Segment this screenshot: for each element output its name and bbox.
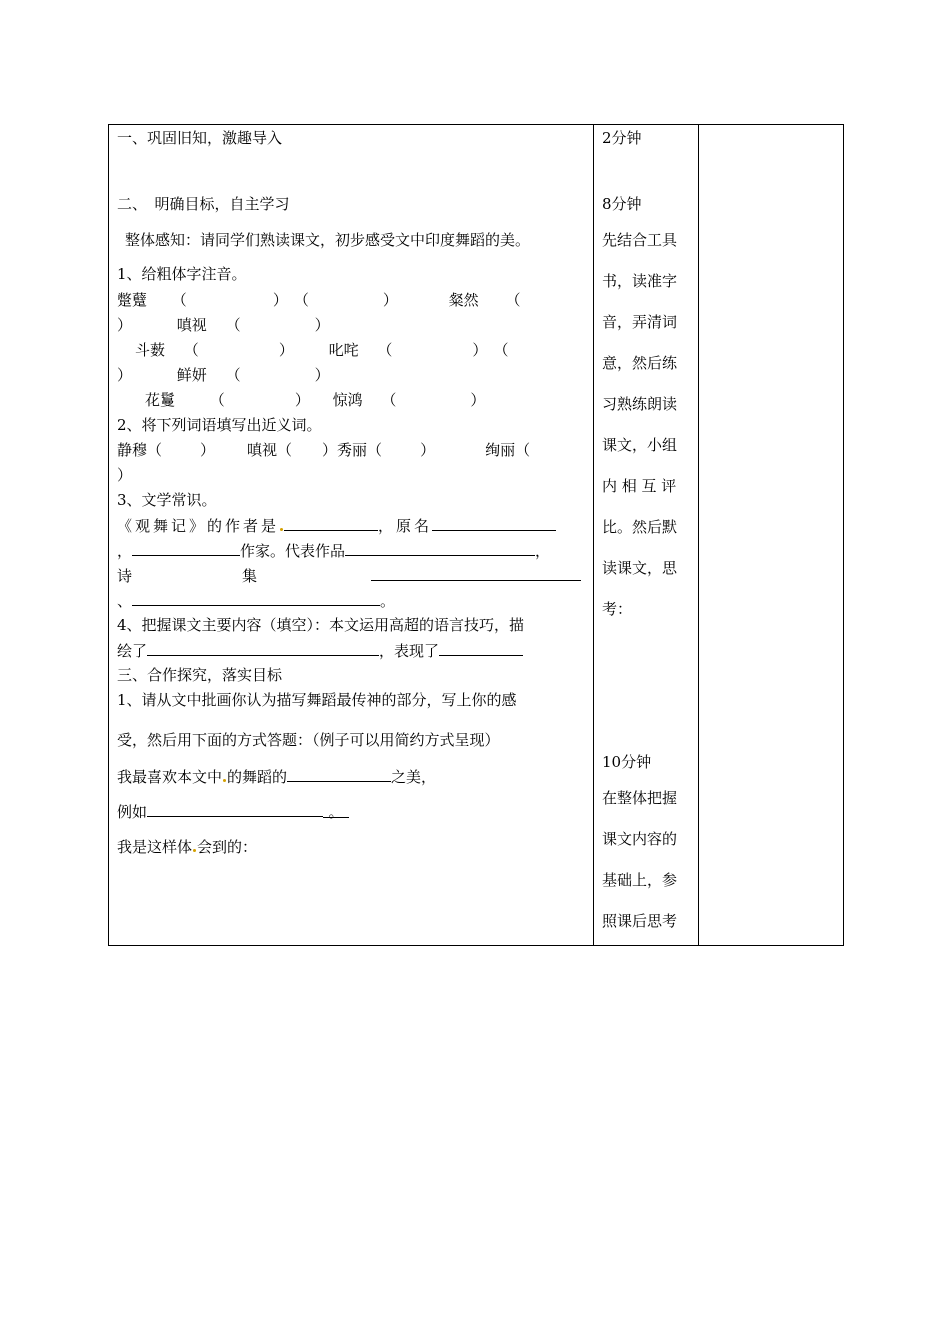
writer-label: 作家。代表作品 <box>240 542 346 560</box>
synonym-chenshi: 嗔视（ <box>247 441 293 459</box>
fav-part-b: 的舞蹈的 <box>227 768 288 786</box>
note-2-line: 先结合工具 <box>602 231 678 249</box>
q4-label-2: ，表现了 <box>379 642 440 660</box>
q4-label-1: 绘了 <box>117 642 148 660</box>
section-1-title: 一、巩固旧知，激趣导入 <box>117 129 283 147</box>
note-2-line: 音，弄清词 <box>602 313 678 331</box>
word-chenshi: 嗔视 <box>176 316 207 334</box>
pinyin-row-4: ） 鲜妍 （ ） <box>117 366 330 384</box>
note-3-line: 课文内容的 <box>602 830 678 848</box>
note-3-line: 照课后思考 <box>602 912 678 930</box>
pinyin-row-5: 花鬘 （ ） 惊鸿 （ ） <box>145 391 486 409</box>
question-3: 3、文学常识。 <box>117 491 217 509</box>
note-2-line: 读课文，思 <box>602 559 678 577</box>
section-3-q1a: 1、请从文中批画你认为描写舞蹈最传神的部分，写上你的感 <box>117 691 517 709</box>
feel-part-a: 我是这样体 <box>117 838 193 856</box>
note-2-line: 课文，小组 <box>602 436 678 454</box>
section-2-title: 二、 明确目标，自主学习 <box>117 195 290 213</box>
fav-part-a: 我最喜欢本文中 <box>117 768 223 786</box>
question-1: 1、给粗体字注音。 <box>117 265 247 283</box>
example-line: 例如 。 <box>117 802 349 821</box>
overview-text: 整体感知：请同学们熟读课文，初步感受文中印度舞蹈的美。 <box>125 231 531 249</box>
note-2-line: 考： <box>602 600 633 618</box>
literature-row-4: 、 。 <box>117 592 396 610</box>
synonym-xuanli: 绚丽（ <box>485 441 531 459</box>
note-2-line: 意，然后练 <box>602 354 678 372</box>
literature-row-3 <box>117 566 581 585</box>
activity-column <box>109 125 594 946</box>
question-2: 2、将下列词语填写出近义词。 <box>117 416 322 434</box>
note-3-line: 在整体把握 <box>602 789 678 807</box>
word-chizha: 叱咤 <box>328 341 359 359</box>
literature-row-1 <box>117 516 556 535</box>
note-2-line: 内 相 互 评 <box>602 477 677 495</box>
section-3-title: 三、合作探究，落实目标 <box>117 666 283 684</box>
word-pinpan: 蹩躠 <box>117 291 148 309</box>
word-dousou: 斗薮 <box>135 341 166 359</box>
pinyin-row-3: 斗薮 （ ） 叱咤 （ ） （ <box>135 341 509 359</box>
empty-column <box>699 125 844 946</box>
word-jinghong: 惊鸿 <box>332 391 363 409</box>
word-canran: 粲然 <box>448 291 479 309</box>
word-xianyan: 鲜妍 <box>176 366 207 384</box>
poetry-label: 诗 <box>117 567 133 585</box>
example-label: 例如 <box>117 803 148 821</box>
feeling-line <box>117 838 257 856</box>
pinyin-row-2: ） 嗔视 （ ） <box>117 316 330 334</box>
note-2-line: 习熟练朗读 <box>602 395 678 413</box>
synonym-jingmu: 静穆（ <box>117 441 163 459</box>
synonym-row: 静穆（ ） 嗔视（ ）秀丽（ ） 绚丽（ <box>117 441 531 459</box>
author-label: 《观舞记》的作者是 <box>117 517 280 535</box>
note-3-line: 基础上，参 <box>602 871 678 889</box>
time-3: 10分钟 <box>602 753 652 771</box>
feel-part-b: 会到的： <box>197 838 258 856</box>
note-2-line: 比。然后默 <box>602 518 678 536</box>
pinyin-row-1: 蹩躠 （ ） （ ） 粲然 （ <box>117 291 521 309</box>
synonym-row-close: ） <box>117 466 133 484</box>
time-1: 2分钟 <box>602 129 642 147</box>
collection-label: 集 <box>242 567 258 585</box>
lesson-plan-table <box>108 124 844 946</box>
time-notes-column <box>594 125 699 946</box>
favorite-line <box>117 767 436 786</box>
original-name-label: ，原名 <box>378 517 433 535</box>
synonym-xiuli: ）秀丽（ <box>322 441 383 459</box>
word-huaman: 花鬘 <box>145 391 176 409</box>
question-4: 4、把握课文主要内容（填空）：本文运用高超的语言技巧，描 <box>117 616 525 634</box>
fav-part-c: 之美， <box>391 768 437 786</box>
section-3-q1b: 受，然后用下面的方式答题：（例子可以用简约方式呈现） <box>117 731 500 749</box>
time-2: 8分钟 <box>602 195 642 213</box>
question-4-blanks <box>117 641 523 660</box>
literature-row-2: ， 作家。代表作品 ， <box>117 542 551 560</box>
note-2-line: 书，读准字 <box>602 272 678 290</box>
